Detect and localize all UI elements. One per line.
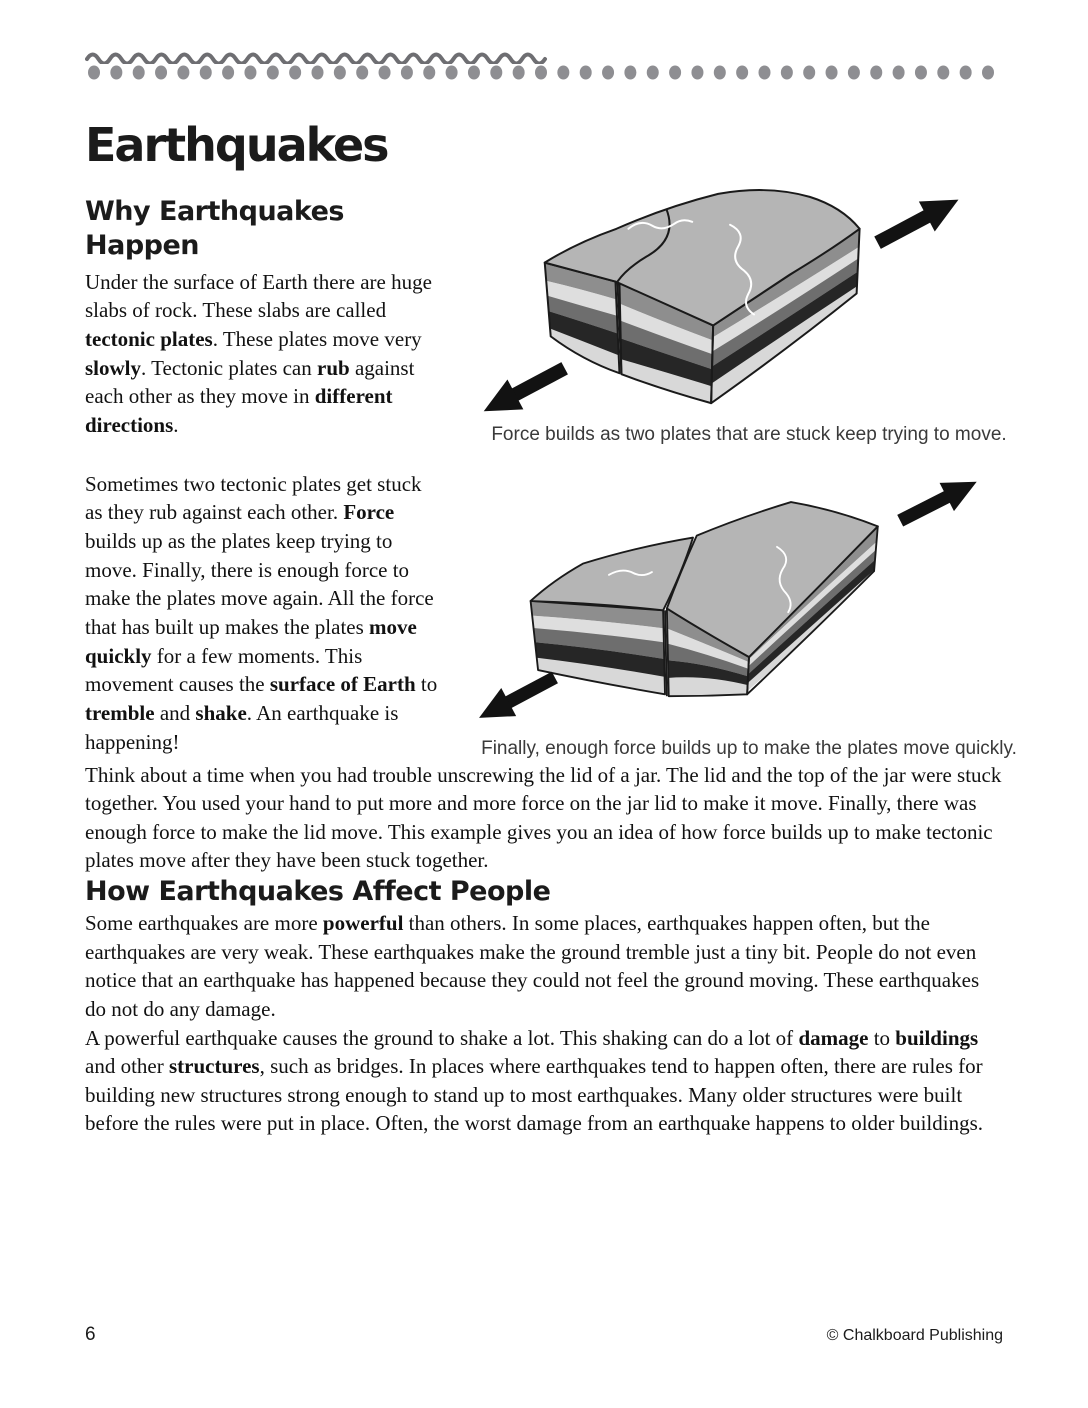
figure-caption: Finally, enough force builds up to make the plates move quickly.: [481, 737, 1017, 759]
copyright-notice: © Chalkboard Publishing: [826, 1327, 1003, 1344]
page-footer: [85, 1324, 1003, 1346]
why-paragraph-1: Under the surface of Earth there are huge slabs of rock. These slabs are called tectonic plates. These plates move very slowly. Tectonic plates can rub against each other as they move in different directions.: [85, 269, 432, 438]
section-heading-why: Why Earthquakes Happen: [85, 196, 344, 262]
figure-caption: Force builds as two plates that are stuck keep trying to move.: [491, 424, 1007, 446]
arrow-up-right-icon: [893, 468, 984, 535]
figure-plates-moved: [469, 461, 1029, 760]
page-title: Earthquakes: [85, 118, 388, 172]
arrow-down-left-icon: [472, 664, 563, 732]
figures-column: [469, 163, 1029, 760]
why-paragraph-2: Sometimes two tectonic plates get stuck as they rub against each other. Force builds up as the plates keep trying to move. Finally, there is enough force to make the plates move again. All the force that has built up makes the plates move quickly for a few moments. This movement causes the surface of Earth to tremble and shake. An earthquake is happening!: [85, 471, 438, 754]
jar-analogy-paragraph: Think about a time when you had trouble unscrewing the lid of a jar. The lid and the top of the jar were stuck together. You used your hand to put more and more force on the jar lid to make it move. Finally, there was enough force to make the lid move. This example gives you an idea of how force builds up to make tectonic plates move after they have been stuck together.: [85, 762, 1002, 873]
tectonic-plates-stuck-illustration: [469, 163, 1029, 420]
affect-paragraph-2: A powerful earthquake causes the ground to shake a lot. This shaking can do a lot of damage to buildings and other structures, such as bridges. In places where earthquakes tend to happen often, there are rules for building new structures strong enough to stand up to most earthquakes. Many older structures were built before the rules were put in place. Often, the worst damage from an earthquake happens to older buildings.: [85, 1025, 984, 1136]
arrow-down-left-icon: [476, 354, 573, 421]
affect-paragraph-1: Some earthquakes are more powerful than others. In some places, earthquakes happen often, but the earthquakes are very weak. These earthquakes make the ground tremble just a tiny bit. People do not even notice that an earthquake has happened because they could not feel the ground moving. These earthquakes do not do any damage.: [85, 910, 980, 1021]
tectonic-plates-moved-illustration: [469, 461, 1029, 734]
figure-plates-stuck: [469, 163, 1029, 447]
two-column-layout: [85, 195, 1017, 760]
dots-border: [85, 64, 1005, 81]
arrow-up-right-icon: [870, 185, 967, 258]
page-top-border: [85, 48, 1005, 81]
wavy-line-border: [85, 48, 1005, 64]
left-text-column: [85, 195, 443, 760]
page-number: 6: [85, 1324, 96, 1345]
section-heading-affect: How Earthquakes Affect People: [85, 876, 551, 908]
